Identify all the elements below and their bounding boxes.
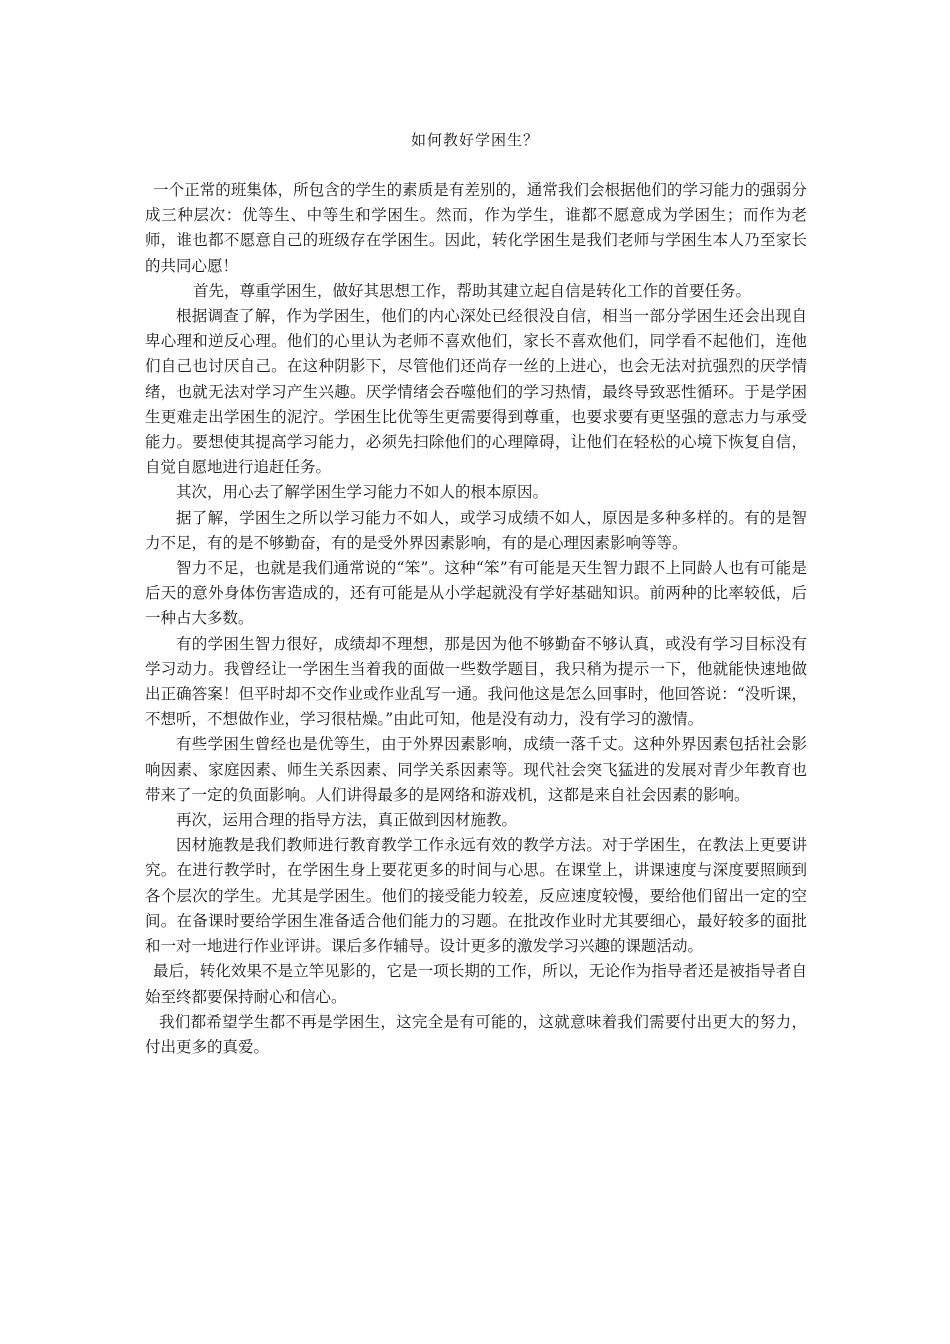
paragraph-closing: 我们都希望学生都不再是学困生，这完全是有可能的，这就意味着我们需要付出更大的努力，付出更多的真爱。 [145, 1012, 807, 1056]
paragraph-third-point: 再次，运用合理的指导方法，真正做到因材施教。 [176, 811, 518, 830]
document-title: 如何教好学困生？ [410, 131, 539, 149]
paragraph-teaching-method: 因材施教是我们教师进行教育教学工作永远有效的教学方法。对于学困生，在教法上更要讲究。在进行教学时，在学困生身上要花更多的时间与心思。在课堂上，讲课速度与深度要照顾到各个层次的学生。尤其是学困生。他们的接受能力较差，反应速度较慢，要给他们留出一定的空间。在备课时要给学困生准备适合他们能力的习题。在批改作业时尤其要细心，最好较多的面批和一对一地进行作业评讲。课后多作辅导。设计更多的激发学习兴趣的课题活动。 [145, 836, 807, 956]
paragraph-external-factors: 有些学困生曾经也是优等生，由于外界因素影响，成绩一落千丈。这种外界因素包括社会影响因素、家庭因素、师生关系因素、同学关系因素等。现代社会突飞猛进的发展对青少年教育也带来了一定的负面影响。人们讲得最多的是网络和游戏机，这都是来自社会因素的影响。 [145, 735, 807, 804]
paragraph-second-point: 其次，用心去了解学困生学习能力不如人的根本原因。 [176, 483, 549, 502]
paragraph-survey: 根据调查了解，作为学困生，他们的内心深处已经很没自信，相当一部分学困生还会出现自卑心理和逆反心理。他们的心里认为老师不喜欢他们，家长不喜欢他们，同学看不起他们，连他们自己也讨厌自己。在这种阴影下，尽管他们还尚存一丝的上进心，也会无法对抗强烈的厌学情绪，也就无法对学习产生兴趣。厌学情绪会吞噬他们的学习热情，最终导致恶性循环。于是学困生更难走出学困生的泥泞。学困生比优等生更需要得到尊重，也要求要有更坚强的意志力与承受能力。要想使其提高学习能力，必须先扫除他们的心理障碍，让他们在轻松的心境下恢复自信，自觉自愿地进行追赶任务。 [145, 307, 807, 477]
paragraph-causes: 据了解，学困生之所以学习能力不如人，或学习成绩不如人，原因是多种多样的。有的是智力不足，有的是不够勤奋，有的是受外界因素影响，有的是心理因素影响等等。 [145, 508, 807, 552]
paragraph-intelligence: 智力不足，也就是我们通常说的“笨”。这种“笨”有可能是天生智力跟不上同龄人也有可能是后天的意外身体伤害造成的，还有可能是从小学起就没有学好基础知识。前两种的比率较低，后一种占大多数。 [145, 559, 807, 628]
paragraph-first-point: 首先，尊重学困生，做好其思想工作，帮助其建立起自信是转化工作的首要任务。 [193, 281, 752, 300]
paragraph-motivation: 有的学困生智力很好，成绩却不理想，那是因为他不够勤奋不够认真，或没有学习目标没有学习动力。我曾经让一学困生当着我的面做一些数学题目，我只稍为提示一下，他就能快速地做出正确答案！但平时却不交作业或作业乱写一通。我问他这是怎么回事时，他回答说：“没听课，不想听，不想做作业，学习很枯燥。”由此可知，他是没有动力，没有学习的激情。 [145, 634, 807, 729]
document-body [145, 178, 807, 1060]
paragraph-intro: 一个正常的班集体，所包含的学生的素质是有差别的，通常我们会根据他们的学习能力的强弱分成三种层次：优等生、中等生和学困生。然而，作为学生，谁都不愿意成为学困生；而作为老师，谁也都不愿意自己的班级存在学困生。因此，转化学困生是我们老师与学困生本人乃至家长的共同心愿！ [145, 181, 807, 275]
paragraph-conclusion: 最后，转化效果不是立竿见影的，它是一项长期的工作，所以，无论作为指导者还是被指导者自始至终都要保持耐心和信心。 [145, 962, 807, 1006]
